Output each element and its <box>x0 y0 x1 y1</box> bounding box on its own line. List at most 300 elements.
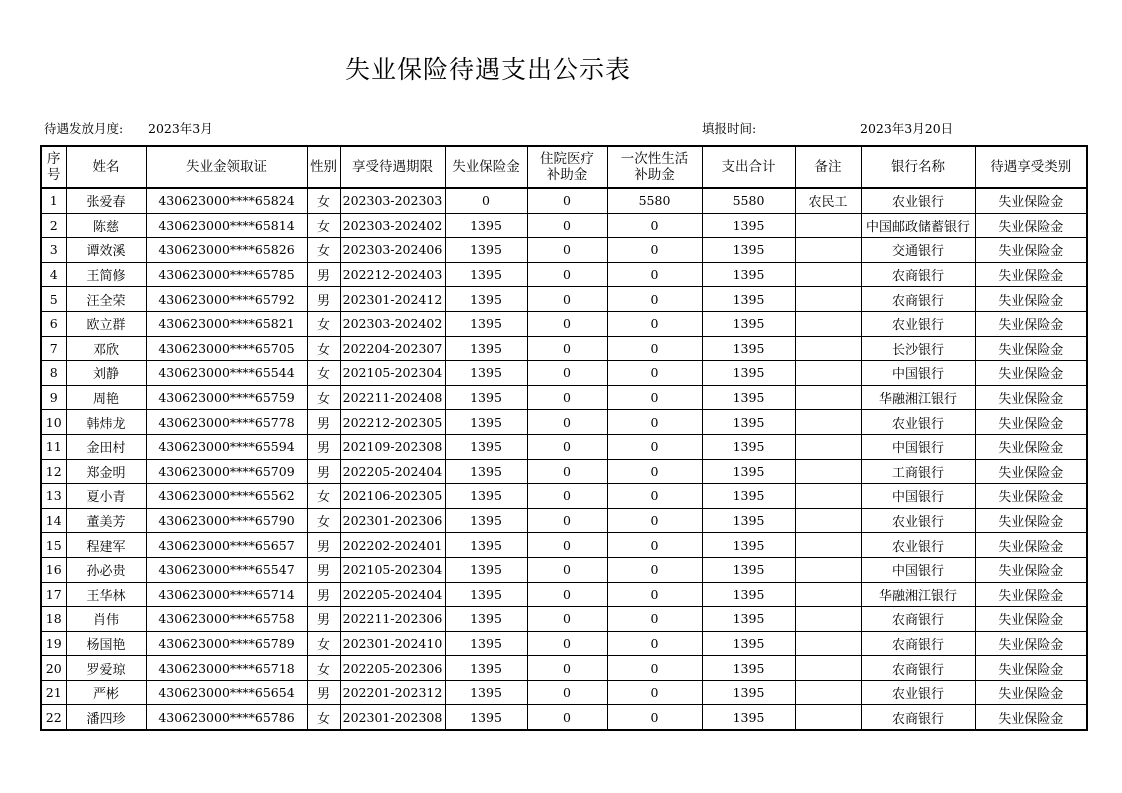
row-total: 1395 <box>702 484 795 509</box>
row-bank: 中国银行 <box>861 361 975 386</box>
row-remarks <box>795 410 861 435</box>
row-unemployment-benefit: 0 <box>445 188 527 213</box>
row-total: 5580 <box>702 188 795 213</box>
row-hospital-subsidy: 0 <box>527 631 607 656</box>
row-lump-sum-subsidy: 0 <box>607 287 702 312</box>
row-index: 18 <box>41 607 66 632</box>
row-gender: 男 <box>307 459 340 484</box>
row-total: 1395 <box>702 410 795 435</box>
row-name: 郑金明 <box>66 459 146 484</box>
row-bank: 农商银行 <box>861 656 975 681</box>
row-bank: 中国银行 <box>861 557 975 582</box>
row-total: 1395 <box>702 508 795 533</box>
row-bank: 华融湘江银行 <box>861 385 975 410</box>
row-hospital-subsidy: 0 <box>527 680 607 705</box>
row-certificate: 430623000****65594 <box>146 434 307 459</box>
row-period: 202303-202402 <box>340 311 445 336</box>
row-bank: 农业银行 <box>861 188 975 213</box>
row-certificate: 430623000****65778 <box>146 410 307 435</box>
row-name: 周艳 <box>66 385 146 410</box>
table-row <box>41 262 1087 287</box>
row-remarks <box>795 213 861 238</box>
row-gender: 男 <box>307 557 340 582</box>
row-index: 20 <box>41 656 66 681</box>
row-total: 1395 <box>702 705 795 730</box>
row-lump-sum-subsidy: 0 <box>607 385 702 410</box>
table-row <box>41 705 1087 730</box>
row-unemployment-benefit: 1395 <box>445 287 527 312</box>
row-name: 韩炜龙 <box>66 410 146 435</box>
row-bank: 农商银行 <box>861 705 975 730</box>
row-total: 1395 <box>702 656 795 681</box>
row-remarks <box>795 361 861 386</box>
row-total: 1395 <box>702 213 795 238</box>
row-period: 202301-202306 <box>340 508 445 533</box>
row-hospital-subsidy: 0 <box>527 213 607 238</box>
row-unemployment-benefit: 1395 <box>445 311 527 336</box>
row-total: 1395 <box>702 557 795 582</box>
row-gender: 女 <box>307 385 340 410</box>
row-total: 1395 <box>702 311 795 336</box>
table-row <box>41 508 1087 533</box>
row-period: 202205-202306 <box>340 656 445 681</box>
row-certificate: 430623000****65789 <box>146 631 307 656</box>
row-lump-sum-subsidy: 5580 <box>607 188 702 213</box>
row-name: 欧立群 <box>66 311 146 336</box>
table-row <box>41 410 1087 435</box>
row-period: 202204-202307 <box>340 336 445 361</box>
row-certificate: 430623000****65826 <box>146 238 307 263</box>
row-lump-sum-subsidy: 0 <box>607 582 702 607</box>
row-period: 202109-202308 <box>340 434 445 459</box>
row-unemployment-benefit: 1395 <box>445 557 527 582</box>
row-bank: 工商银行 <box>861 459 975 484</box>
row-remarks <box>795 557 861 582</box>
col-header-lump-sum-subsidy: 一次性生活补助金 <box>607 146 702 188</box>
row-certificate: 430623000****65824 <box>146 188 307 213</box>
row-name: 谭效溪 <box>66 238 146 263</box>
row-unemployment-benefit: 1395 <box>445 459 527 484</box>
row-lump-sum-subsidy: 0 <box>607 680 702 705</box>
col-header-bank: 银行名称 <box>861 146 975 188</box>
row-total: 1395 <box>702 238 795 263</box>
row-index: 17 <box>41 582 66 607</box>
col-header-total: 支出合计 <box>702 146 795 188</box>
row-total: 1395 <box>702 607 795 632</box>
row-unemployment-benefit: 1395 <box>445 508 527 533</box>
row-certificate: 430623000****65821 <box>146 311 307 336</box>
row-period: 202202-202401 <box>340 533 445 558</box>
row-certificate: 430623000****65758 <box>146 607 307 632</box>
row-total: 1395 <box>702 336 795 361</box>
row-hospital-subsidy: 0 <box>527 705 607 730</box>
row-hospital-subsidy: 0 <box>527 484 607 509</box>
row-certificate: 430623000****65790 <box>146 508 307 533</box>
row-gender: 女 <box>307 188 340 213</box>
col-header-remarks: 备注 <box>795 146 861 188</box>
row-category: 失业保险金 <box>975 262 1087 287</box>
row-category: 失业保险金 <box>975 484 1087 509</box>
row-index: 1 <box>41 188 66 213</box>
row-gender: 女 <box>307 705 340 730</box>
row-gender: 女 <box>307 238 340 263</box>
row-bank: 中国银行 <box>861 434 975 459</box>
row-remarks <box>795 533 861 558</box>
row-lump-sum-subsidy: 0 <box>607 631 702 656</box>
table-row <box>41 311 1087 336</box>
row-hospital-subsidy: 0 <box>527 557 607 582</box>
row-certificate: 430623000****65657 <box>146 533 307 558</box>
row-bank: 农商银行 <box>861 262 975 287</box>
row-lump-sum-subsidy: 0 <box>607 262 702 287</box>
row-certificate: 430623000****65709 <box>146 459 307 484</box>
row-name: 金田村 <box>66 434 146 459</box>
row-category: 失业保险金 <box>975 213 1087 238</box>
row-period: 202205-202404 <box>340 459 445 484</box>
row-lump-sum-subsidy: 0 <box>607 705 702 730</box>
row-certificate: 430623000****65547 <box>146 557 307 582</box>
row-index: 21 <box>41 680 66 705</box>
row-hospital-subsidy: 0 <box>527 238 607 263</box>
row-total: 1395 <box>702 385 795 410</box>
row-period: 202211-202408 <box>340 385 445 410</box>
row-gender: 男 <box>307 410 340 435</box>
row-category: 失业保险金 <box>975 188 1087 213</box>
row-index: 8 <box>41 361 66 386</box>
row-name: 罗爱琼 <box>66 656 146 681</box>
row-gender: 女 <box>307 336 340 361</box>
row-lump-sum-subsidy: 0 <box>607 459 702 484</box>
row-category: 失业保险金 <box>975 238 1087 263</box>
row-remarks <box>795 705 861 730</box>
row-index: 7 <box>41 336 66 361</box>
row-gender: 女 <box>307 213 340 238</box>
table-row <box>41 631 1087 656</box>
row-remarks <box>795 607 861 632</box>
row-category: 失业保险金 <box>975 385 1087 410</box>
row-remarks <box>795 262 861 287</box>
row-total: 1395 <box>702 459 795 484</box>
col-header-hospital-subsidy: 住院医疗补助金 <box>527 146 607 188</box>
row-gender: 男 <box>307 582 340 607</box>
row-category: 失业保险金 <box>975 557 1087 582</box>
row-category: 失业保险金 <box>975 582 1087 607</box>
row-unemployment-benefit: 1395 <box>445 410 527 435</box>
row-name: 程建军 <box>66 533 146 558</box>
row-period: 202106-202305 <box>340 484 445 509</box>
row-unemployment-benefit: 1395 <box>445 533 527 558</box>
row-period: 202201-202312 <box>340 680 445 705</box>
row-lump-sum-subsidy: 0 <box>607 336 702 361</box>
row-index: 6 <box>41 311 66 336</box>
row-category: 失业保险金 <box>975 336 1087 361</box>
row-period: 202212-202305 <box>340 410 445 435</box>
row-hospital-subsidy: 0 <box>527 262 607 287</box>
row-name: 严彬 <box>66 680 146 705</box>
row-certificate: 430623000****65544 <box>146 361 307 386</box>
table-row <box>41 533 1087 558</box>
col-header-name: 姓名 <box>66 146 146 188</box>
report-time-value: 2023年3月20日 <box>860 121 954 136</box>
col-header-unemployment-benefit: 失业保险金 <box>445 146 527 188</box>
payout-table <box>40 145 1088 731</box>
row-hospital-subsidy: 0 <box>527 336 607 361</box>
row-unemployment-benefit: 1395 <box>445 336 527 361</box>
table-row <box>41 213 1087 238</box>
row-lump-sum-subsidy: 0 <box>607 311 702 336</box>
row-certificate: 430623000****65654 <box>146 680 307 705</box>
row-period: 202303-202402 <box>340 213 445 238</box>
row-unemployment-benefit: 1395 <box>445 631 527 656</box>
page-title: 失业保险待遇支出公示表 <box>344 55 631 84</box>
row-hospital-subsidy: 0 <box>527 188 607 213</box>
row-certificate: 430623000****65562 <box>146 484 307 509</box>
row-category: 失业保险金 <box>975 533 1087 558</box>
row-hospital-subsidy: 0 <box>527 287 607 312</box>
row-name: 王华林 <box>66 582 146 607</box>
row-gender: 男 <box>307 533 340 558</box>
row-index: 19 <box>41 631 66 656</box>
row-remarks <box>795 508 861 533</box>
row-bank: 农业银行 <box>861 533 975 558</box>
row-lump-sum-subsidy: 0 <box>607 213 702 238</box>
row-unemployment-benefit: 1395 <box>445 705 527 730</box>
row-hospital-subsidy: 0 <box>527 385 607 410</box>
row-certificate: 430623000****65814 <box>146 213 307 238</box>
row-name: 潘四珍 <box>66 705 146 730</box>
row-name: 王简修 <box>66 262 146 287</box>
row-category: 失业保险金 <box>975 434 1087 459</box>
row-gender: 女 <box>307 656 340 681</box>
row-name: 夏小青 <box>66 484 146 509</box>
row-unemployment-benefit: 1395 <box>445 262 527 287</box>
row-unemployment-benefit: 1395 <box>445 484 527 509</box>
row-bank: 交通银行 <box>861 238 975 263</box>
row-total: 1395 <box>702 533 795 558</box>
row-period: 202105-202304 <box>340 361 445 386</box>
row-unemployment-benefit: 1395 <box>445 680 527 705</box>
row-hospital-subsidy: 0 <box>527 434 607 459</box>
row-hospital-subsidy: 0 <box>527 582 607 607</box>
row-period: 202301-202412 <box>340 287 445 312</box>
table-row <box>41 557 1087 582</box>
row-index: 14 <box>41 508 66 533</box>
row-bank: 中国邮政储蓄银行 <box>861 213 975 238</box>
row-hospital-subsidy: 0 <box>527 533 607 558</box>
row-certificate: 430623000****65705 <box>146 336 307 361</box>
row-gender: 男 <box>307 434 340 459</box>
row-gender: 女 <box>307 508 340 533</box>
row-index: 5 <box>41 287 66 312</box>
row-bank: 农业银行 <box>861 680 975 705</box>
row-bank: 农业银行 <box>861 508 975 533</box>
row-lump-sum-subsidy: 0 <box>607 607 702 632</box>
table-row <box>41 238 1087 263</box>
row-hospital-subsidy: 0 <box>527 459 607 484</box>
row-lump-sum-subsidy: 0 <box>607 238 702 263</box>
report-time-label: 填报时间: <box>702 121 757 136</box>
row-gender: 女 <box>307 484 340 509</box>
row-gender: 男 <box>307 607 340 632</box>
row-index: 22 <box>41 705 66 730</box>
row-category: 失业保险金 <box>975 410 1087 435</box>
row-lump-sum-subsidy: 0 <box>607 484 702 509</box>
row-bank: 农业银行 <box>861 410 975 435</box>
row-period: 202303-202406 <box>340 238 445 263</box>
row-name: 张爱春 <box>66 188 146 213</box>
row-name: 孙必贵 <box>66 557 146 582</box>
row-index: 12 <box>41 459 66 484</box>
row-name: 肖伟 <box>66 607 146 632</box>
table-row <box>41 680 1087 705</box>
row-period: 202212-202403 <box>340 262 445 287</box>
table-row <box>41 656 1087 681</box>
row-category: 失业保险金 <box>975 680 1087 705</box>
row-name: 刘静 <box>66 361 146 386</box>
row-certificate: 430623000****65785 <box>146 262 307 287</box>
table-row <box>41 188 1087 213</box>
row-hospital-subsidy: 0 <box>527 508 607 533</box>
row-total: 1395 <box>702 680 795 705</box>
row-lump-sum-subsidy: 0 <box>607 508 702 533</box>
row-bank: 农业银行 <box>861 311 975 336</box>
row-remarks <box>795 336 861 361</box>
row-index: 9 <box>41 385 66 410</box>
row-total: 1395 <box>702 582 795 607</box>
row-bank: 华融湘江银行 <box>861 582 975 607</box>
table-row <box>41 582 1087 607</box>
row-unemployment-benefit: 1395 <box>445 238 527 263</box>
period-value: 2023年3月 <box>148 121 213 136</box>
row-hospital-subsidy: 0 <box>527 361 607 386</box>
row-unemployment-benefit: 1395 <box>445 361 527 386</box>
row-remarks <box>795 311 861 336</box>
col-header-period: 享受待遇期限 <box>340 146 445 188</box>
row-period: 202105-202304 <box>340 557 445 582</box>
table-row <box>41 361 1087 386</box>
row-certificate: 430623000****65714 <box>146 582 307 607</box>
row-name: 汪全荣 <box>66 287 146 312</box>
row-unemployment-benefit: 1395 <box>445 582 527 607</box>
row-bank: 长沙银行 <box>861 336 975 361</box>
row-certificate: 430623000****65792 <box>146 287 307 312</box>
row-period: 202303-202303 <box>340 188 445 213</box>
row-category: 失业保险金 <box>975 631 1087 656</box>
row-name: 董美芳 <box>66 508 146 533</box>
table-row <box>41 336 1087 361</box>
row-index: 13 <box>41 484 66 509</box>
row-period: 202301-202410 <box>340 631 445 656</box>
row-category: 失业保险金 <box>975 508 1087 533</box>
row-name: 邓欣 <box>66 336 146 361</box>
row-name: 陈慈 <box>66 213 146 238</box>
row-category: 失业保险金 <box>975 656 1087 681</box>
row-lump-sum-subsidy: 0 <box>607 361 702 386</box>
row-bank: 农商银行 <box>861 607 975 632</box>
table-row <box>41 484 1087 509</box>
row-index: 11 <box>41 434 66 459</box>
row-hospital-subsidy: 0 <box>527 410 607 435</box>
row-category: 失业保险金 <box>975 311 1087 336</box>
row-category: 失业保险金 <box>975 705 1087 730</box>
row-index: 2 <box>41 213 66 238</box>
row-lump-sum-subsidy: 0 <box>607 557 702 582</box>
row-total: 1395 <box>702 434 795 459</box>
col-header-index: 序号 <box>41 146 66 188</box>
row-remarks: 农民工 <box>795 188 861 213</box>
row-lump-sum-subsidy: 0 <box>607 410 702 435</box>
row-remarks <box>795 385 861 410</box>
row-unemployment-benefit: 1395 <box>445 213 527 238</box>
table-row <box>41 385 1087 410</box>
row-unemployment-benefit: 1395 <box>445 385 527 410</box>
row-certificate: 430623000****65786 <box>146 705 307 730</box>
col-header-category: 待遇享受类别 <box>975 146 1087 188</box>
row-gender: 女 <box>307 631 340 656</box>
row-unemployment-benefit: 1395 <box>445 607 527 632</box>
row-index: 16 <box>41 557 66 582</box>
row-gender: 男 <box>307 262 340 287</box>
row-period: 202211-202306 <box>340 607 445 632</box>
row-remarks <box>795 631 861 656</box>
row-hospital-subsidy: 0 <box>527 311 607 336</box>
row-bank: 农商银行 <box>861 287 975 312</box>
row-remarks <box>795 656 861 681</box>
row-bank: 中国银行 <box>861 484 975 509</box>
row-hospital-subsidy: 0 <box>527 607 607 632</box>
table-row <box>41 434 1087 459</box>
row-index: 3 <box>41 238 66 263</box>
period-label: 待遇发放月度: <box>44 121 124 136</box>
row-remarks <box>795 238 861 263</box>
row-unemployment-benefit: 1395 <box>445 434 527 459</box>
row-category: 失业保险金 <box>975 287 1087 312</box>
row-remarks <box>795 287 861 312</box>
row-index: 15 <box>41 533 66 558</box>
row-category: 失业保险金 <box>975 607 1087 632</box>
row-bank: 农商银行 <box>861 631 975 656</box>
row-gender: 女 <box>307 361 340 386</box>
col-header-certificate: 失业金领取证 <box>146 146 307 188</box>
row-lump-sum-subsidy: 0 <box>607 434 702 459</box>
row-period: 202205-202404 <box>340 582 445 607</box>
row-certificate: 430623000****65718 <box>146 656 307 681</box>
row-category: 失业保险金 <box>975 459 1087 484</box>
row-name: 杨国艳 <box>66 631 146 656</box>
table-row <box>41 287 1087 312</box>
table-row <box>41 459 1087 484</box>
row-total: 1395 <box>702 631 795 656</box>
row-certificate: 430623000****65759 <box>146 385 307 410</box>
row-lump-sum-subsidy: 0 <box>607 656 702 681</box>
row-hospital-subsidy: 0 <box>527 656 607 681</box>
row-index: 10 <box>41 410 66 435</box>
row-remarks <box>795 680 861 705</box>
row-period: 202301-202308 <box>340 705 445 730</box>
row-gender: 男 <box>307 287 340 312</box>
row-lump-sum-subsidy: 0 <box>607 533 702 558</box>
row-category: 失业保险金 <box>975 361 1087 386</box>
row-gender: 女 <box>307 311 340 336</box>
row-index: 4 <box>41 262 66 287</box>
row-remarks <box>795 434 861 459</box>
row-remarks <box>795 582 861 607</box>
row-remarks <box>795 484 861 509</box>
row-total: 1395 <box>702 361 795 386</box>
table-row <box>41 607 1087 632</box>
row-unemployment-benefit: 1395 <box>445 656 527 681</box>
row-remarks <box>795 459 861 484</box>
